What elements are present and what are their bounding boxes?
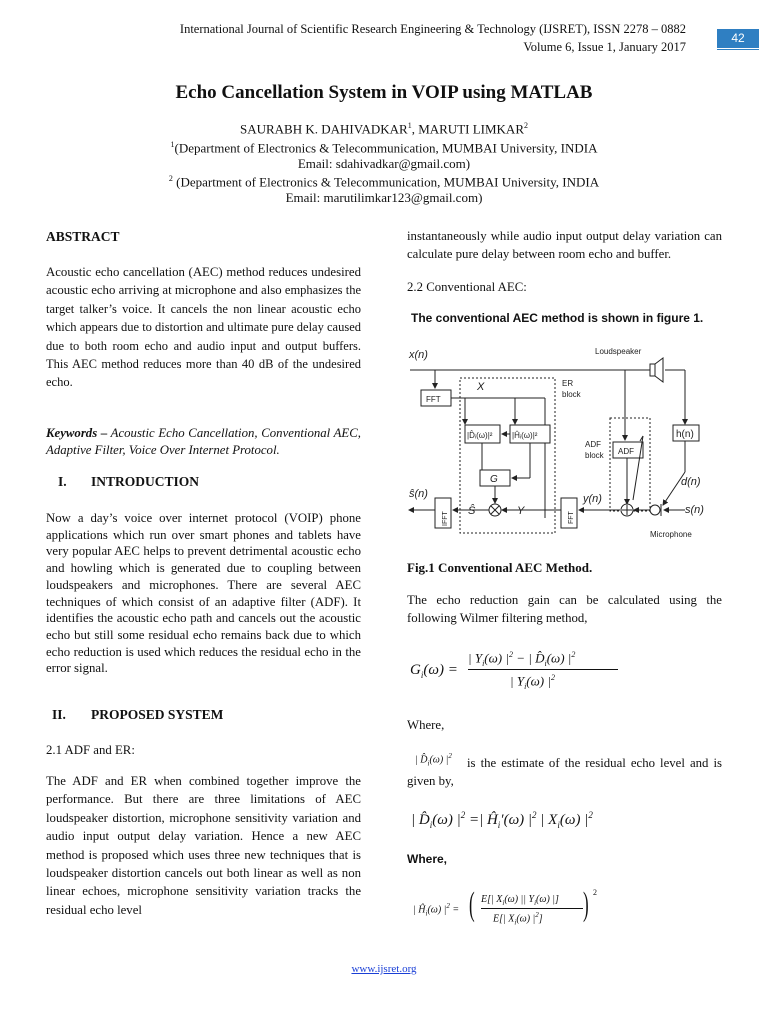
label-d-hat: |D̂ᵢ(ω)|² bbox=[467, 431, 493, 440]
label-adf-block2: block bbox=[585, 451, 604, 460]
paper-title: Echo Cancellation System in VOIP using MATLAB bbox=[175, 82, 593, 103]
email-1: Email: sdahivadkar@gmail.com) bbox=[297, 155, 471, 171]
keywords: Keywords – Acoustic Echo Cancellation, Conventional AEC, Adaptive Filter, Voice Over Internet Protocol. bbox=[46, 426, 361, 457]
proposed-number: II. bbox=[52, 707, 66, 722]
figure-caption: Fig.1 Conventional AEC Method. bbox=[407, 560, 593, 575]
echo-gain-text: The echo reduction gain can be calculated using the following Wilmer filtering method, bbox=[407, 593, 722, 626]
where-label-1: Where, bbox=[407, 718, 445, 732]
volume-info: Volume 6, Issue 1, January 2017 bbox=[523, 40, 686, 54]
label-s-hat-n: ŝ(n) bbox=[409, 488, 428, 500]
label-d-n: d(n) bbox=[681, 476, 701, 488]
label-y-i: Y bbox=[517, 505, 525, 517]
inline-d-hat: | $D̂_i(\omega)$ $|^2$ bbox=[415, 752, 452, 768]
abstract-text: Acoustic echo cancellation (AEC) method reduces undesired acoustic echo arriving at microphone and also emphasizes the target talker’s voice. It cancels the non linear acoustic echo which appears due to distortion and ultimate pure delay caused due to both room echo and audio input and output buffers. This AEC method reduces more than 40 dB of the undesired echo. bbox=[46, 265, 361, 390]
intro-text: Now a day’s voice over internet protocol (VOIP) phone applications which run over smart phones and tablets have very popular AEC helps to prevent detrimental acoustic echo and howling which is generated due to coupling between loudspeakers and microphones. There are several AEC techniques of which consist of an adaptive filter (ADF). It identifies the acoustic echo path and cancels out the acoustic echo but still some residual echo remains back due to which echo reduction is used which reduces the residual echo in the error signal. bbox=[46, 511, 361, 676]
label-fft-right: FFT bbox=[568, 511, 575, 524]
subsection-2-1: 2.1 ADF and ER: bbox=[46, 743, 135, 757]
affiliation-1: $^1$(Department of Electronics & Telecommunication, MUMBAI University, INDIA bbox=[170, 139, 598, 156]
label-adf: ADF bbox=[618, 447, 634, 456]
label-h-hat: |Ĥᵢ(ω)|² bbox=[512, 431, 538, 440]
email-2: Email: marutilimkar123@gmail.com) bbox=[285, 189, 483, 205]
label-x-n: x(n) bbox=[409, 349, 428, 361]
aec-block-diagram bbox=[405, 340, 725, 545]
subsection-2-2: 2.2 Conventional AEC: bbox=[407, 280, 527, 294]
label-er: ER bbox=[562, 379, 574, 388]
label-y-n: y(n) bbox=[583, 493, 602, 505]
label-g-i: G bbox=[490, 474, 498, 485]
label-fft-top: FFT bbox=[426, 395, 441, 404]
where-label-2: Where, bbox=[407, 852, 448, 866]
label-s-hat-i: Ŝ bbox=[468, 505, 476, 517]
label-ifft: IFFT bbox=[442, 511, 449, 526]
label-h-n: h(n) bbox=[676, 429, 694, 440]
label-adf-block: ADF bbox=[585, 440, 601, 449]
author-names: SAURABH K. DAHIVADKAR$^1$, MARUTI LIMKAR$^2$ bbox=[239, 121, 528, 137]
section-2-1-text: The ADF and ER when combined together improve the performance. But there are three limitations of AEC loudspeaker distortion, microphone sensitivity variation and audio input output delay variation. Hence a new AEC method is proposed which uses three new techniques that is loudspeaker distortion cancels out both linear as well as non linear echoes, microphone sensitivity variation tracks the residual echo level bbox=[46, 774, 361, 917]
label-s-n: s(n) bbox=[685, 504, 704, 516]
continued-text: instantaneously while audio input output delay variation can calculate pure delay between room echo and buffer. bbox=[407, 229, 722, 262]
intro-heading: INTRODUCTION bbox=[91, 474, 200, 489]
abstract-heading: ABSTRACT bbox=[46, 229, 120, 244]
footer-link[interactable]: www.ijsret.org bbox=[351, 963, 417, 975]
author-block bbox=[0, 118, 768, 205]
label-microphone: Microphone bbox=[650, 530, 692, 539]
equation-residual: | $D̂_i(\omega)$ $|^2$ =| $Ĥ_i'(\omega)$ $|^2$ | $X_i(\omega)$ $|^2$ bbox=[411, 810, 593, 830]
page-number-rule bbox=[717, 49, 759, 50]
equation-h-hat: | $Ĥ_i(\omega) |^2$ = ( E[| $X_i(\omega)$ || $Y_i(\omega)$ |] E[| $X_i(\omega)$ $|^2$] ) 2 bbox=[413, 886, 597, 927]
intro-number: I. bbox=[58, 474, 67, 489]
proposed-heading: PROPOSED SYSTEM bbox=[91, 707, 224, 722]
estimate-text: is the estimate of the residual echo level and is given by, bbox=[407, 756, 722, 789]
page-number: 42 bbox=[717, 29, 759, 48]
affiliation-2: $^2$ (Department of Electronics & Telecommunication, MUMBAI University, INDIA bbox=[168, 174, 600, 190]
equation-gain: $G_i(\omega)$ = | $Y_i(\omega) |^2$ − | $D̂_i(\omega)$ $|^2$ | $Y_i(\omega)$ $|^2$ bbox=[410, 648, 730, 694]
label-er-block: block bbox=[562, 390, 581, 399]
journal-header: International Journal of Scientific Research Engineering & Technology (IJSRET), ISSN 2278 – 0882 bbox=[179, 22, 686, 36]
label-x-i: X bbox=[477, 381, 485, 393]
figure-intro: The conventional AEC method is shown in figure 1. bbox=[411, 311, 704, 325]
label-loudspeaker: Loudspeaker bbox=[595, 347, 642, 356]
